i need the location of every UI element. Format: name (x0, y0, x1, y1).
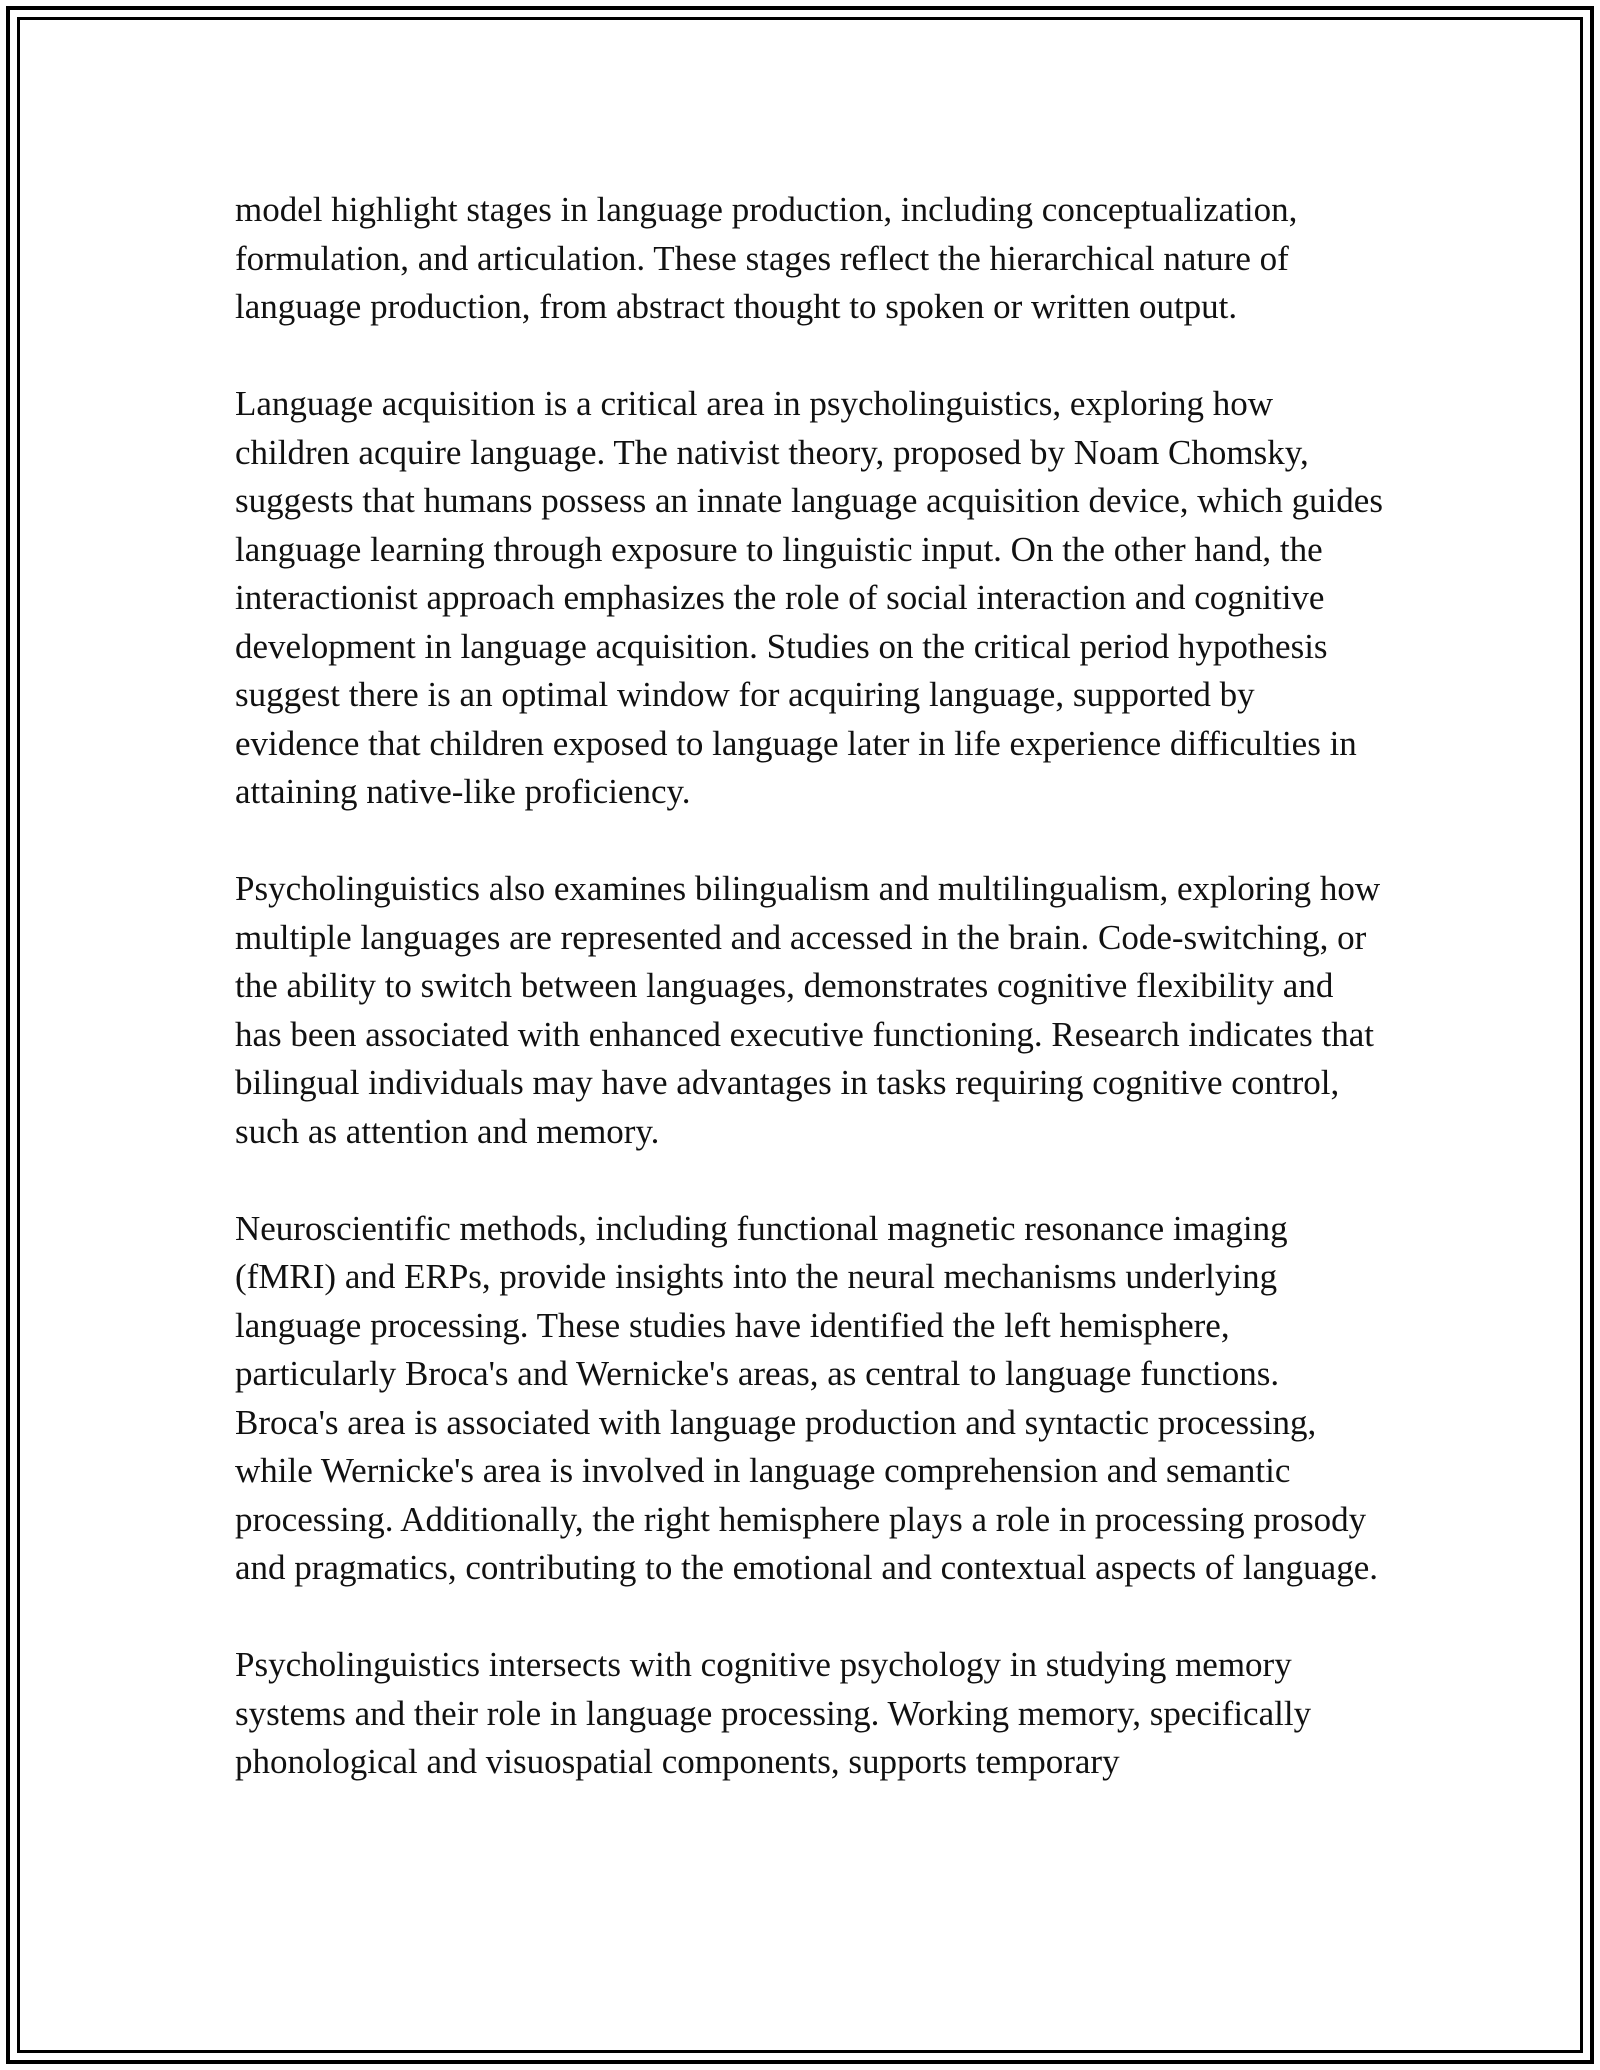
paragraph-4: Neuroscientific methods, including functional magnetic resonance imaging (fMRI) and ERPs, provide insights into the neural mechanisms underlying language processing. These studies have identified the left hemisphere, particularly Broca's and Wernicke's areas, as central to language functions. Broca's area is associated with language production and syntactic processing, while Wernicke's area is involved in language comprehension and semantic processing. Additionally, the right hemisphere plays a role in processing prosody and pragmatics, contributing to the emotional and contextual aspects of language. (235, 1208, 1378, 1587)
paragraph-1: model highlight stages in language production, including conceptualization, formulation, and articulation. These stages reflect the hierarchical nature of language production, from abstract thought to spoken or written output. (235, 190, 1298, 326)
paragraph-5: Psycholinguistics intersects with cognitive psychology in studying memory systems and their role in language processing. Working memory, specifically phonological and visuospatial components, supports temporary (235, 1645, 1312, 1781)
paragraph-3: Psycholinguistics also examines bilingualism and multilingualism, exploring how multiple languages are represented and accessed in the brain. Code-switching, or the ability to switch between languages, demonstrates cognitive flexibility and has been associated with enhanced executive functioning. Research indicates that bilingual individuals may have advantages in tasks requiring cognitive control, such as attention and memory. (235, 869, 1381, 1151)
document-body (235, 186, 1385, 1787)
paragraph-2: Language acquisition is a critical area in psycholinguistics, exploring how children acquire language. The nativist theory, proposed by Noam Chomsky, suggests that humans possess an innate language acquisition device, which guides language learning through exposure to linguistic input. On the other hand, the interactionist approach emphasizes the role of social interaction and cognitive development in language acquisition. Studies on the critical period hypothesis suggest there is an optimal window for acquiring language, supported by evidence that children exposed to language later in life experience difficulties in attaining native-like proficiency. (235, 384, 1383, 811)
